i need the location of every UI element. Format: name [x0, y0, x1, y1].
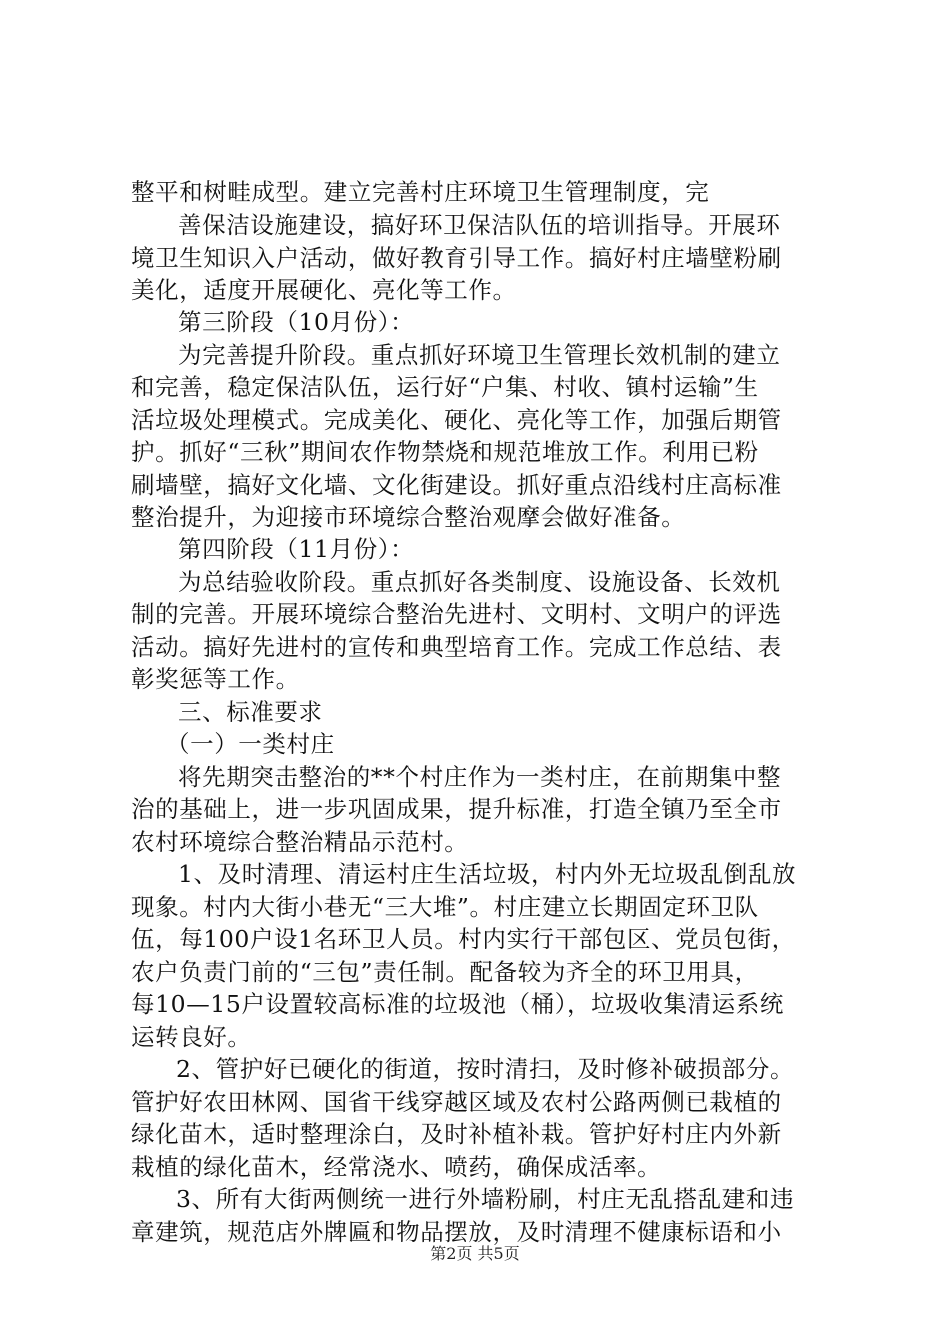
text-line-14: 制的完善。开展环境综合整治先进村、文明村、文明户的评选	[131, 600, 782, 628]
text-line-26: 每10—15户设置较高标准的垃圾池（桶），垃圾收集清运系统	[131, 990, 784, 1018]
text-line-32: 3、所有大街两侧统一进行外墙粉刷，村庄无乱搭乱建和违	[176, 1185, 795, 1213]
section-heading-class-one: （一）一类村庄	[166, 730, 335, 758]
text-line-22: 1、及时清理、清运村庄生活垃圾，村内外无垃圾乱倒乱放	[178, 860, 797, 888]
text-line-2: 善保洁设施建设，搞好环卫保洁队伍的培训指导。开展环	[178, 211, 781, 239]
text-line-4: 美化，适度开展硬化、亮化等工作。	[131, 276, 517, 304]
text-line-25: 农户负责门前的“三包”责任制。配备较为齐全的环卫用具，	[131, 958, 759, 986]
text-line-15: 活动。搞好先进村的宣传和典型培育工作。完成工作总结、表	[131, 633, 782, 661]
text-line-29: 管护好农田林网、国省干线穿越区域及农村公路两侧已栽植的	[131, 1088, 782, 1116]
text-line-30: 绿化苗木，适时整理涂白，及时补植补栽。管护好村庄内外新	[131, 1120, 782, 1148]
text-line-7: 和完善，稳定保洁队伍，运行好“户集、村收、镇村运输”生	[131, 373, 759, 401]
text-line-11: 整治提升，为迎接市环境综合整治观摩会做好准备。	[131, 503, 686, 531]
text-line-9: 护。抓好“三秋”期间农作物禁烧和规范堆放工作。利用已粉	[131, 438, 759, 466]
text-line-8: 活垃圾处理模式。完成美化、硬化、亮化等工作，加强后期管	[131, 406, 782, 434]
text-line-24: 伍，每100户设1名环卫人员。村内实行干部包区、党员包街，	[131, 925, 796, 953]
text-line-21: 农村环境综合整治精品示范村。	[131, 828, 469, 856]
text-line-27: 运转良好。	[131, 1023, 252, 1051]
text-line-31: 栽植的绿化苗木，经常浇水、喷药，确保成活率。	[131, 1153, 662, 1181]
text-line-33: 章建筑，规范店外牌匾和物品摆放，及时清理不健康标语和小	[131, 1218, 782, 1246]
section-heading-standards: 三、标准要求	[178, 698, 323, 726]
page-number-footer: 第2页 共5页	[430, 1244, 520, 1263]
section-heading-stage-4: 第四阶段（11月份）：	[178, 535, 415, 563]
section-heading-stage-3: 第三阶段（10月份）：	[178, 308, 415, 336]
text-line-19: 将先期突击整治的**个村庄作为一类村庄，在前期集中整	[178, 763, 782, 791]
text-line-20: 治的基础上，进一步巩固成果，提升标准，打造全镇乃至全市	[131, 795, 782, 823]
text-line-28: 2、管护好已硬化的街道，按时清扫，及时修补破损部分。	[176, 1055, 795, 1083]
text-line-16: 彰奖惩等工作。	[131, 665, 300, 693]
text-line-13: 为总结验收阶段。重点抓好各类制度、设施设备、长效机	[178, 568, 781, 596]
text-line-1: 整平和树畦成型。建立完善村庄环境卫生管理制度，完	[131, 178, 710, 206]
text-line-23: 现象。村内大街小巷无“三大堆”。村庄建立长期固定环卫队	[131, 893, 759, 921]
text-line-3: 境卫生知识入户活动，做好教育引导工作。搞好村庄墙壁粉刷	[131, 244, 782, 272]
text-line-6: 为完善提升阶段。重点抓好环境卫生管理长效机制的建立	[178, 341, 781, 369]
text-line-10: 刷墙壁，搞好文化墙、文化街建设。抓好重点沿线村庄高标准	[131, 471, 782, 499]
